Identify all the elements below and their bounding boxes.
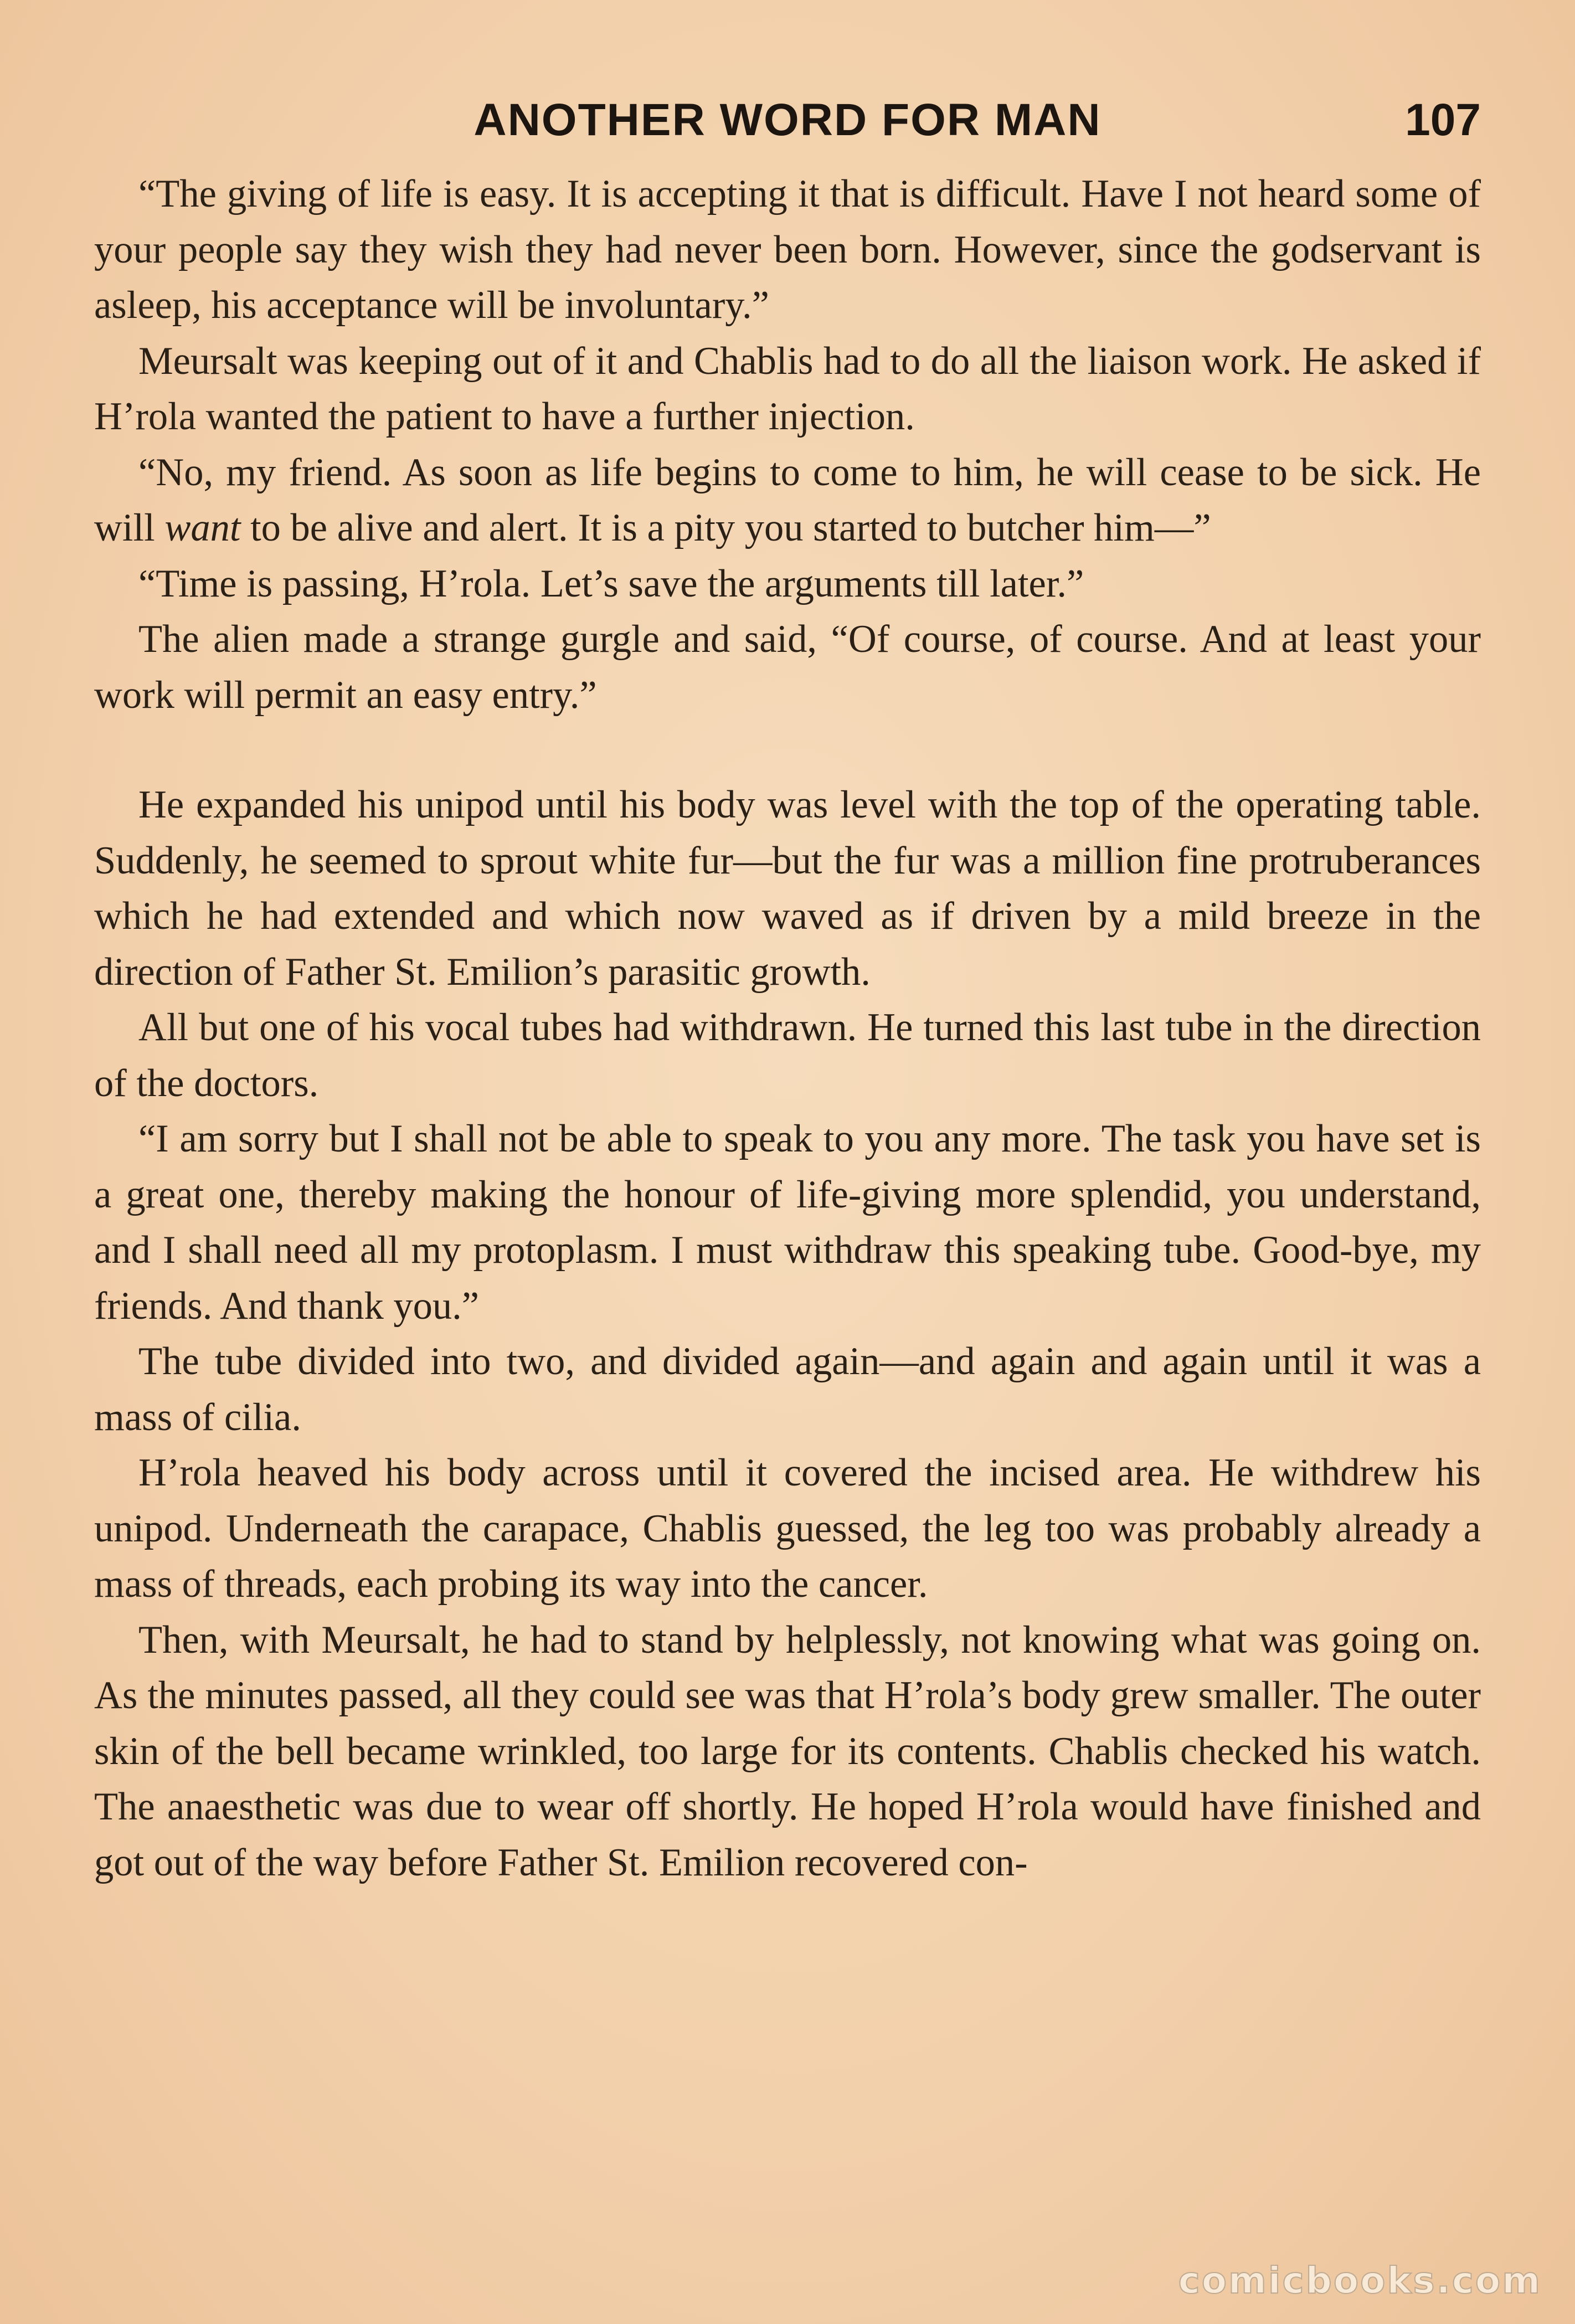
section-break	[94, 723, 1481, 777]
page-header	[94, 94, 1481, 161]
paragraph: “I am sorry but I shall not be able to speak to you any more. The task you have set is a great one, thereby making the honour of life-giving more splendid, you understand, and I shall need all my protoplasm. I must withdraw this speaking tube. Good-bye, my friends. And thank you.”	[94, 1117, 1481, 1328]
paragraph: Then, with Meursalt, he had to stand by helplessly, not knowing what was going on. As the minutes passed, all they could see was that H’rola’s body grew smaller. The outer skin of the bell became wrinkled, too large for its contents. Chablis checked his watch. The anaesthetic was due to wear off shortly. He hoped H’rola would have finished and got out of the way before Father St. Emilion recovered con-	[94, 1618, 1481, 1884]
paragraph: H’rola heaved his body across until it covered the incised area. He withdrew his unipod. Underneath the carapace, Chablis guessed, the leg too was probably already a mass of threads, each probing its way into the cancer.	[94, 1451, 1481, 1606]
watermark: comicbooks.com	[1178, 2259, 1542, 2302]
paragraph	[94, 445, 1481, 556]
body-text	[94, 166, 1481, 1890]
emphasized-word: want	[164, 506, 241, 549]
paragraph-text: “No, my friend. As soon as life begins to come to him, he will cease to be sick. He will	[94, 450, 1481, 549]
paragraph: He expanded his unipod until his body was level with the top of the operating table. Suddenly, he seemed to sprout white fur—but the fur was a million fine protruberances which he had extended and which now waved as if driven by a mild breeze in the direction of Father St. Emilion’s parasitic growth.	[94, 783, 1481, 994]
paragraph: The tube divided into two, and divided again—and again and again until it was a mass of cilia.	[94, 1340, 1481, 1439]
paragraph: The alien made a strange gurgle and said, “Of course, of course. And at least your work will permit an easy entry.”	[94, 618, 1481, 717]
paragraph: “The giving of life is easy. It is accepting it that is difficult. Have I not heard some of your people say they wish they had never been born. However, since the godservant is asleep, his acceptance will be involuntary.”	[94, 172, 1481, 327]
paragraph: “Time is passing, H’rola. Let’s save the arguments till later.”	[138, 562, 1084, 605]
paragraph: Meursalt was keeping out of it and Chablis had to do all the liaison work. He asked if H’rola wanted the patient to have a further injection.	[94, 339, 1481, 438]
paragraph-text: to be alive and alert. It is a pity you started to butcher him—”	[240, 506, 1211, 549]
paragraph: All but one of his vocal tubes had withdrawn. He turned this last tube in the direction of the doctors.	[94, 1006, 1481, 1105]
page-number: 107	[1405, 95, 1481, 145]
running-title: ANOTHER WORD FOR MAN	[473, 95, 1102, 145]
